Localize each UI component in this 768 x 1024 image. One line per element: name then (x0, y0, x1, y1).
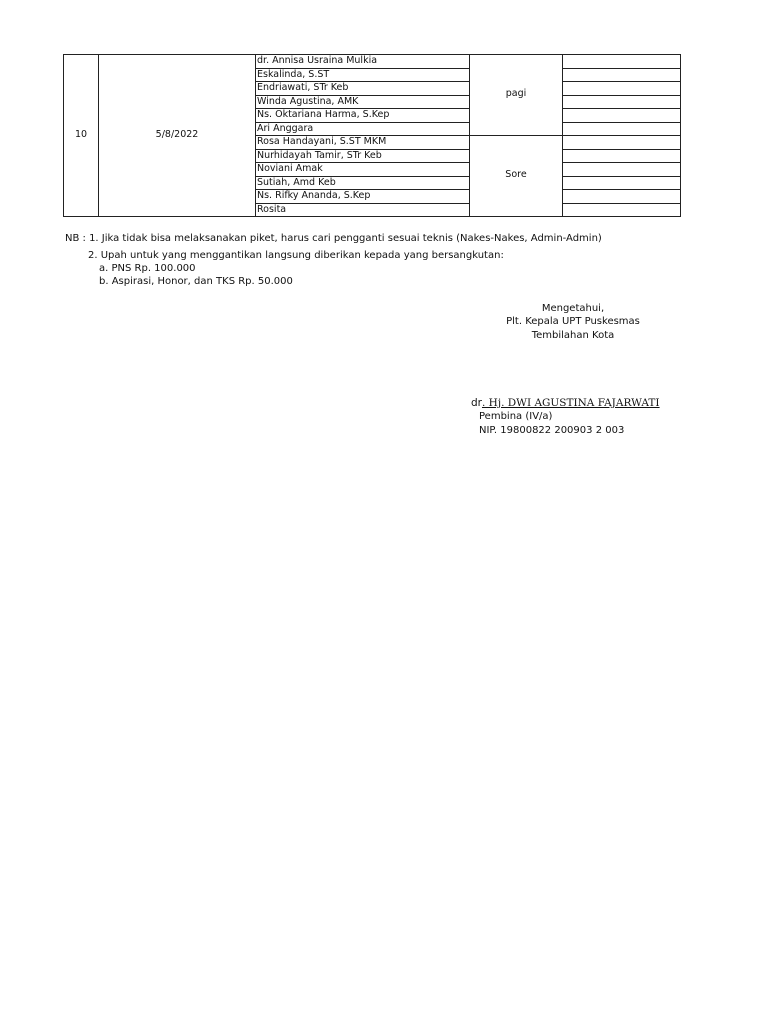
signature-place: Tembilahan Kota (531, 330, 615, 341)
staff-name: Ns. Oktariana Harma, S.Kep (257, 109, 390, 120)
official-nip: NIP. 19800822 200903 2 003 (479, 425, 625, 436)
staff-name: Winda Agustina, AMK (257, 95, 359, 107)
official-name (471, 397, 660, 409)
shift-label-sore: Sore (505, 169, 527, 180)
staff-name: Ns. Rifky Ananda, S.Kep (257, 190, 371, 201)
note-line-2: 2. Upah untuk yang menggantikan langsung diberikan kepada yang bersangkutan: (88, 250, 504, 261)
official-prefix: dr (471, 397, 482, 409)
shift-label-pagi: pagi (505, 88, 527, 99)
signature-position: Plt. Kepala UPT Puskesmas (506, 316, 640, 327)
staff-name: dr. Annisa Usraina Mulkia (257, 55, 378, 66)
staff-name: Nurhidayah Tamir, STr Keb (257, 149, 382, 161)
schedule-table (63, 54, 681, 217)
staff-name: Endriawati, STr Keb (257, 82, 349, 93)
table-border (63, 216, 681, 217)
note-line-2b: b. Aspirasi, Honor, dan TKS Rp. 50.000 (99, 276, 293, 287)
staff-name: Noviani Amak (257, 163, 323, 174)
staff-name: Sutiah, Amd Keb (257, 176, 336, 188)
note-line-1: NB : 1. Jika tidak bisa melaksanakan piket, harus cari pengganti sesuai teknis (Nakes-Nakes, Admin-Admin) (65, 233, 602, 244)
row-number: 10 (74, 129, 88, 140)
official-name-text: . Hj. DWI AGUSTINA FAJARWATI (481, 397, 660, 409)
note-line-2a: a. PNS Rp. 100.000 (99, 263, 196, 274)
staff-name: Rosita (257, 203, 287, 215)
signature-known: Mengetahui, (541, 303, 605, 314)
official-rank: Pembina (IV/a) (479, 411, 553, 422)
staff-name: Rosa Handayani, S.ST MKM (257, 136, 387, 147)
staff-name: Eskalinda, S.ST (257, 68, 330, 80)
row-date: 5/8/2022 (155, 129, 199, 140)
staff-name: Ari Anggara (257, 122, 314, 134)
